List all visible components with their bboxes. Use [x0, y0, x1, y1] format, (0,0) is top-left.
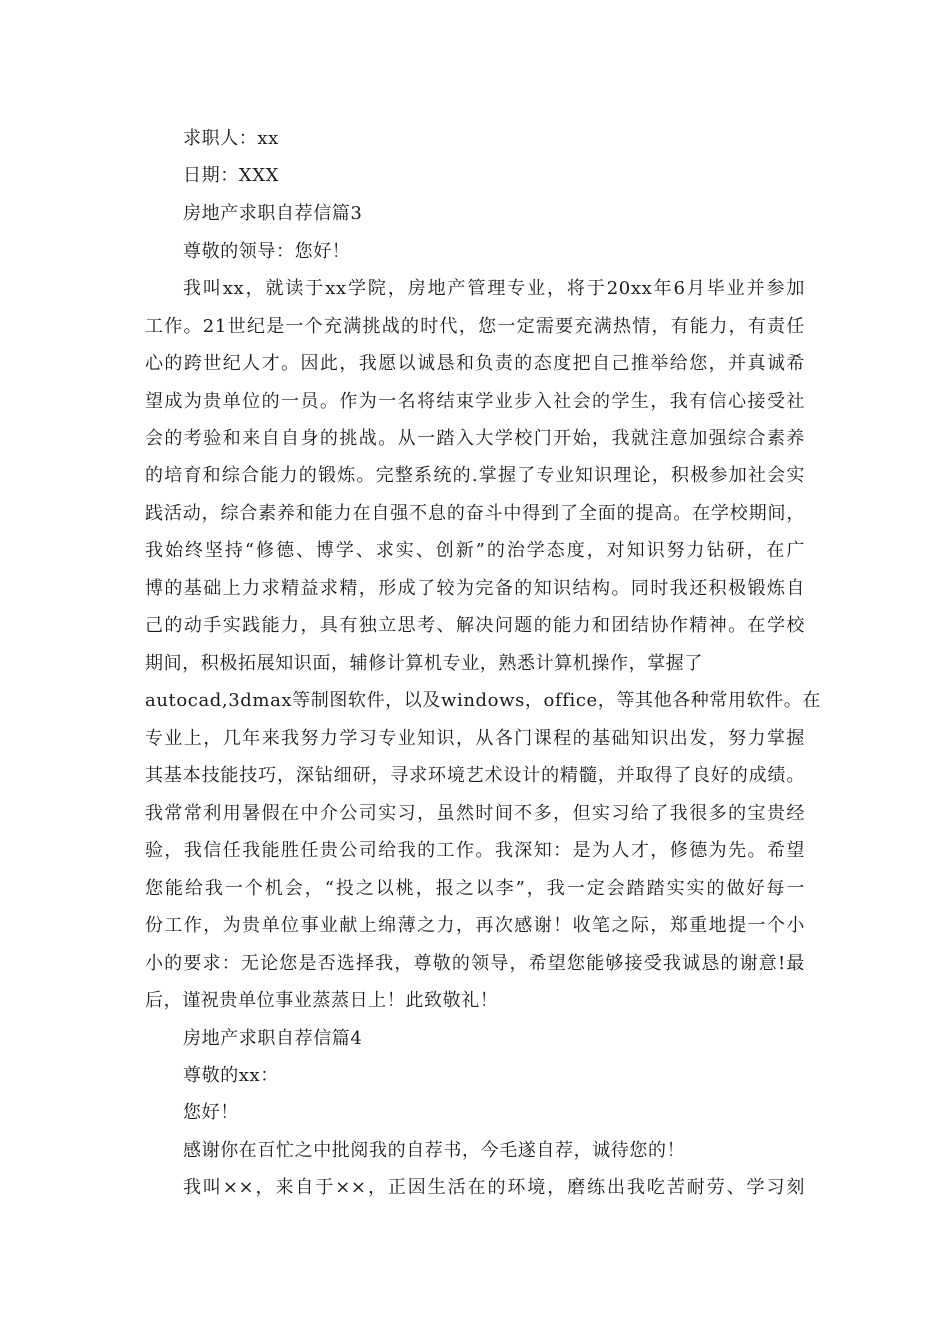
- section-title: 房地产求职自荐信篇3: [183, 203, 363, 224]
- body-line: 您能给我一个机会，“投之以桃，报之以李”，我一定会踏踏实实的做好每一: [145, 878, 805, 899]
- thanks-line: 感谢你在百忙之中批阅我的自荐书，今毛遂自荐，诚待您的！: [183, 1140, 686, 1161]
- body-line: 小的要求：无论您是否选择我，尊敬的领导，希望您能够接受我诚恳的谢意!最: [145, 953, 805, 974]
- date-line: 日期：XXX: [183, 165, 280, 186]
- body-line: 的培育和综合能力的锻炼。完整系统的.掌握了专业知识理论，积极参加社会实: [145, 465, 805, 486]
- hello-line: 您好！: [183, 1102, 239, 1123]
- body-line: autocad,3dmax等制图软件，以及windows，office，等其他各种常用软件。在: [145, 690, 821, 711]
- body-line: 其基本技能技巧，深钻细研，寻求环境艺术设计的精髓，并取得了良好的成绩。: [145, 765, 805, 786]
- section-title: 房地产求职自荐信篇4: [183, 1028, 363, 1049]
- body-line: 后，谨祝贵单位事业蒸蒸日上！此致敬礼！: [145, 990, 499, 1011]
- body-line: 践活动，综合素养和能力在自强不息的奋斗中得到了全面的提高。在学校期间，: [145, 503, 805, 524]
- body-line: 专业上，几年来我努力学习专业知识，从各门课程的基础知识出发，努力掌握: [145, 728, 805, 749]
- body-line: 工作。21世纪是一个充满挑战的时代，您一定需要充满热情，有能力，有责任: [145, 316, 805, 337]
- body-line: 望成为贵单位的一员。作为一名将结束学业步入社会的学生，我有信心接受社: [145, 391, 805, 412]
- greeting-line: 尊敬的领导：您好！: [183, 241, 351, 262]
- body-line: 己的动手实践能力，具有独立思考、解决问题的能力和团结协作精神。在学校: [145, 615, 805, 636]
- greeting-line: 尊敬的xx：: [183, 1065, 279, 1086]
- body-line: 会的考验和来自自身的挑战。从一踏入大学校门开始，我就注意加强综合素养: [145, 428, 805, 449]
- applicant-line: 求职人：xx: [183, 128, 279, 149]
- body-line: 验，我信任我能胜任贵公司给我的工作。我深知：是为人才，修德为先。希望: [145, 840, 805, 861]
- body-line: 期间，积极拓展知识面，辅修计算机专业，熟悉计算机操作，掌握了: [145, 653, 703, 674]
- body-line: 博的基础上力求精益求精，形成了较为完备的知识结构。同时我还积极锻炼自: [145, 578, 805, 599]
- body-line: 份工作，为贵单位事业献上绵薄之力，再次感谢！收笔之际，郑重地提一个小: [145, 915, 805, 936]
- body-line: 我叫xx，就读于xx学院，房地产管理专业，将于20xx年6月毕业并参加: [183, 278, 805, 299]
- body-line: 我始终坚持“修德、博学、求实、创新”的治学态度，对知识努力钻研，在广: [145, 540, 805, 561]
- body-line: 我常常利用暑假在中介公司实习，虽然时间不多，但实习给了我很多的宝贵经: [145, 803, 805, 824]
- body-line: 我叫××，来自于××，正因生活在的环境，磨练出我吃苦耐劳、学习刻: [183, 1177, 805, 1198]
- body-line: 心的跨世纪人才。因此，我愿以诚恳和负责的态度把自己推举给您，并真诚希: [145, 353, 805, 374]
